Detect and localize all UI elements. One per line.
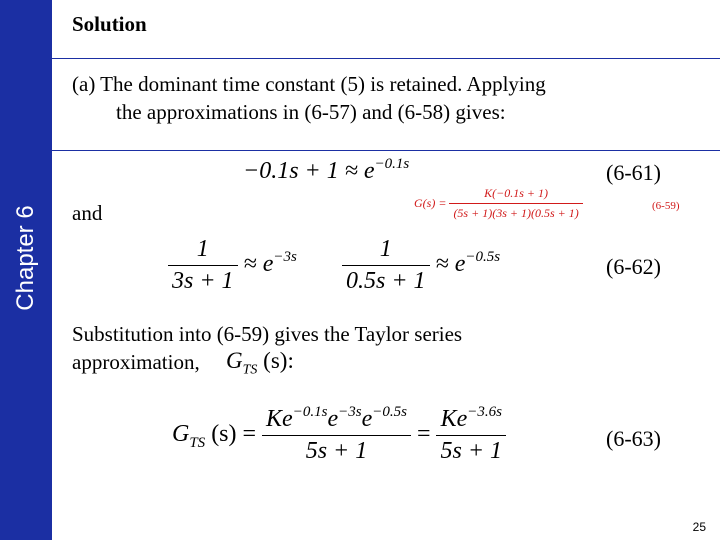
eq-6-63-num1-e3: e: [361, 406, 373, 432]
part-a-line2: the approximations in (6-57) and (6-58) gives:: [116, 100, 506, 124]
eq-6-61-exponent: −0.1s: [374, 156, 410, 172]
equation-6-62-part2: [342, 236, 500, 295]
eq-6-59-denominator: (5s + 1)(3s + 1)(0.5s + 1): [453, 206, 579, 220]
eq-6-62-exp2: −0.5s: [465, 249, 501, 266]
eq-6-63-equals: =: [416, 421, 431, 448]
eq-6-62-approx2: ≈ e: [435, 251, 466, 278]
slide-heading: Solution: [72, 12, 147, 36]
eq-6-63-num2-exp: −3.6s: [467, 404, 502, 420]
eq-6-62-frac1-den: 3s + 1: [172, 268, 234, 294]
part-a-line1: (a) The dominant time constant (5) is retained. Applying: [72, 72, 546, 96]
eq-6-59-numerator: K(−0.1s + 1): [449, 186, 582, 204]
eq-6-63-num2: Ke: [440, 406, 468, 432]
eq-6-62-approx1: ≈ e: [243, 251, 274, 278]
eq-6-59-lhs: G(s) =: [414, 196, 447, 210]
eq-6-63-den2: 5s + 1: [440, 438, 503, 464]
eq-6-61-lhs: −0.1s + 1 ≈ e: [243, 158, 375, 184]
sidebar: [0, 0, 52, 540]
equation-6-62-part1: [168, 236, 297, 295]
chapter-label: Chapter 6: [12, 205, 39, 311]
gts-inline-subscript: TS: [242, 362, 258, 378]
divider-top: [52, 58, 720, 59]
eq-6-63-num1-e2: e: [327, 406, 339, 432]
eq-6-63-den1: 5s + 1: [305, 438, 368, 464]
and-label: and: [72, 201, 103, 225]
equation-number-6-61: (6-61): [606, 160, 661, 185]
gts-inline-arg: (s):: [263, 348, 294, 373]
eq-6-62-frac2-den: 0.5s + 1: [346, 268, 426, 294]
eq-6-63-lhs-arg: (s) =: [211, 421, 257, 448]
equation-6-59: [414, 186, 583, 221]
divider-middle: [52, 150, 720, 151]
eq-6-62-exp1: −3s: [273, 249, 297, 266]
equation-number-6-59: (6-59): [652, 200, 680, 212]
gts-inline-symbol: G: [226, 348, 243, 373]
eq-6-63-num1-exp1: −0.1s: [292, 404, 328, 420]
eq-6-63-lhs-subscript: TS: [189, 434, 206, 451]
equation-number-6-62: (6-62): [606, 254, 661, 279]
gts-inline: [226, 348, 294, 379]
eq-6-62-frac1-num: 1: [168, 236, 238, 266]
eq-6-62-frac2-num: 1: [342, 236, 430, 266]
substitution-line2: approximation,: [72, 350, 200, 374]
substitution-line1: Substitution into (6-59) gives the Taylor series: [72, 322, 463, 346]
equation-number-6-63: (6-63): [606, 426, 661, 451]
eq-6-63-lhs-symbol: G: [172, 421, 190, 448]
equation-6-61: [243, 158, 409, 185]
eq-6-63-num1: Ke: [266, 406, 293, 432]
eq-6-63-num1-exp3: −0.5s: [372, 404, 407, 420]
equation-6-63: [172, 406, 506, 465]
page-number: 25: [692, 520, 706, 534]
eq-6-63-num1-exp2: −3s: [338, 404, 362, 420]
